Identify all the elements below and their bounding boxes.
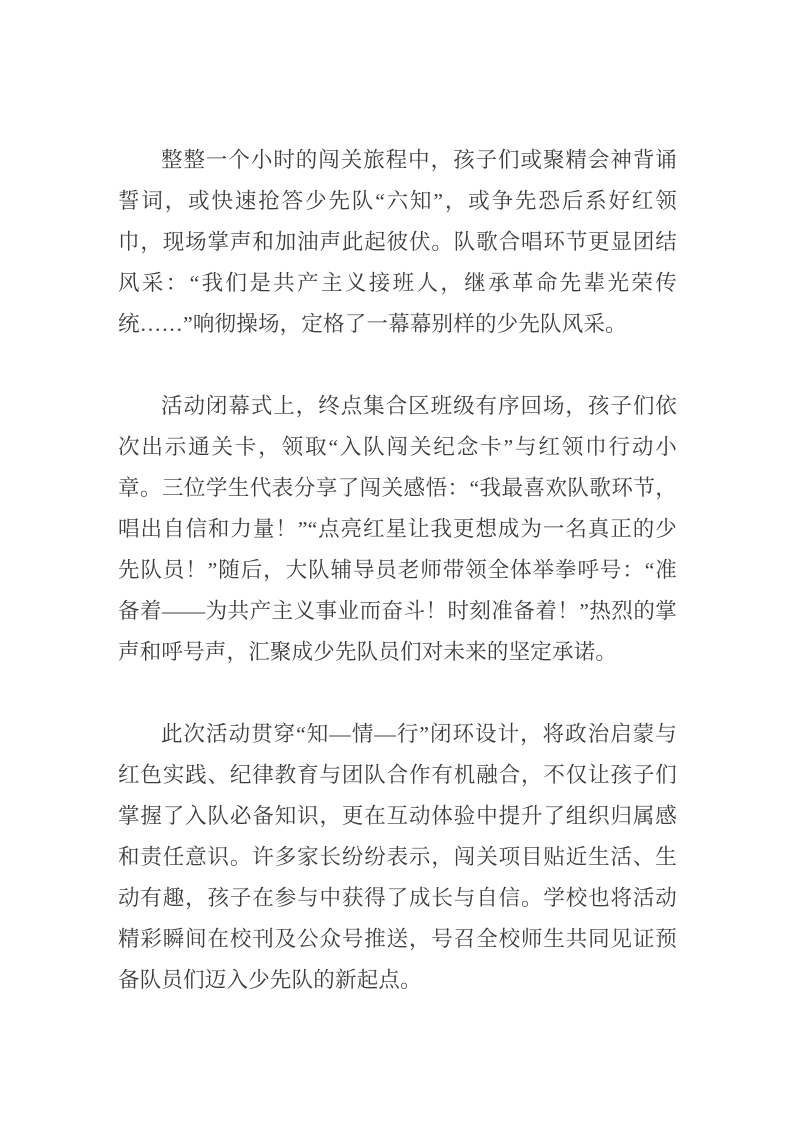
body-paragraph-1: 整整一个小时的闯关旅程中，孩子们或聚精会神背诵誓词，或快速抢答少先队“六知”，或争先恐后系好红领巾，现场掌声和加油声此起彼伏。队歌合唱环节更显团结风采：“我们是共产主义接班人，继承革命先辈光荣传统……”响彻操场，定格了一幕幕别样的少先队风采。 xyxy=(118,148,677,336)
body-paragraph-2: 活动闭幕式上，终点集合区班级有序回场，孩子们依次出示通关卡，领取“入队闯关纪念卡”与红领巾行动小章。三位学生代表分享了闯关感悟：“我最喜欢队歌环节，唱出自信和力量！”“点亮红星让我更想成为一名真正的少先队员！”随后，大队辅导员老师带领全体举拳呼号：“准备着——为共产主义事业而奋斗！时刻准备着！”热烈的掌声和呼号声，汇聚成少先队员们对未来的坚定承诺。 xyxy=(118,394,677,664)
body-paragraph-3: 此次活动贯穿“知—情—行”闭环设计，将政治启蒙与红色实践、纪律教育与团队合作有机融合，不仅让孩子们掌握了入队必备知识，更在互动体验中提升了组织归属感和责任意识。许多家长纷纷表示，闯关项目贴近生活、生动有趣，孩子在参与中获得了成长与自信。学校也将活动精彩瞬间在校刊及公众号推送，号召全校师生共同见证预备队员们迈入少先队的新起点。 xyxy=(118,722,677,992)
